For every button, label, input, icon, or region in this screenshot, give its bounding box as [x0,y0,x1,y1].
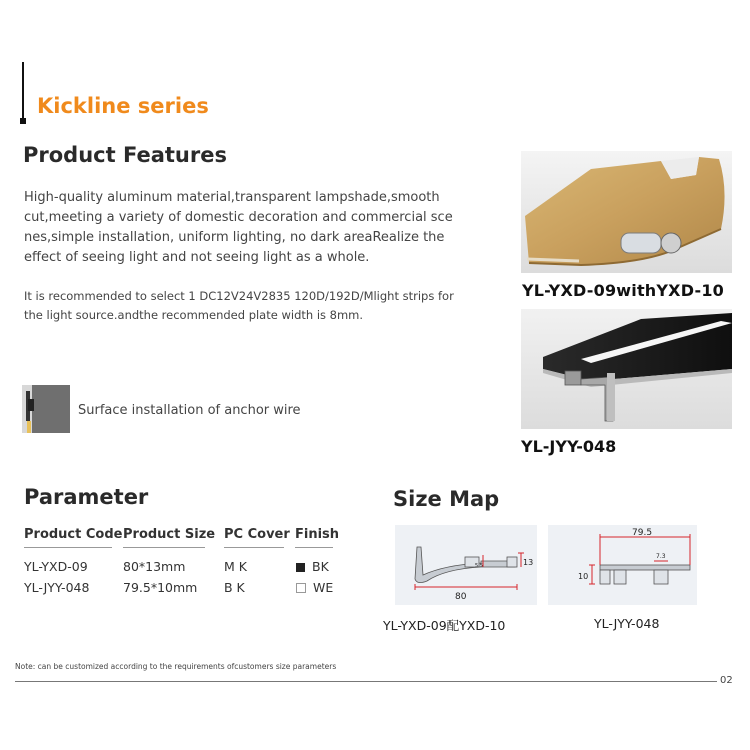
features-description: High-quality aluminum material,transparent lampshade,smooth cut,meeting a variety of domestic decoration and commercial sce nes,simple installation, uniform lighting, no dark areaRealize the effect of seeing light and not seeing light as a whole. [24,190,453,265]
series-title: Kickline series [37,94,209,118]
finish-swatch-white [296,583,306,593]
installation-icon [22,385,70,433]
header-underline [123,547,205,548]
product-image-jyy-048 [521,309,732,429]
header-product-size: Product Size [123,527,216,542]
features-heading: Product Features [23,143,227,167]
row-pc-cover: M K [224,559,247,574]
header-product-code: Product Code [24,527,123,542]
header-accent-bar [22,62,24,124]
dim-height-label: 13 [523,558,534,567]
footer-divider [15,681,717,682]
page-number: 02 [720,675,733,686]
size-diagram-caption-1: YL-YXD-09配YXD-10 [383,618,506,633]
row-finish [296,559,329,574]
footer-note: Note: can be customized according to the requirements ofcustomers size parameters [15,662,337,671]
installation-label: Surface installation of anchor wire [78,403,301,418]
header-underline [224,547,284,548]
header-accent-bar-foot [20,118,26,124]
dim-inner-label: 5.5 [475,563,483,569]
row-product-code: YL-YXD-09 [24,559,88,574]
header-finish: Finish [295,527,340,542]
size-diagram-yxd-09 [395,525,537,605]
parameter-heading: Parameter [24,485,149,509]
dim-inner-label: 7.3 [656,553,666,560]
product-image-yxd-09 [521,151,732,273]
row-finish [296,580,333,595]
dim-width-label: 79.5 [632,528,653,538]
row-product-size: 80*13mm [123,559,186,574]
row-product-size: 79.5*10mm [123,580,198,595]
finish-swatch-black [296,563,305,572]
finish-label: BK [312,559,329,574]
header-pc-cover: PC Cover [224,527,290,542]
dim-height-label: 10 [578,572,589,581]
finish-label: WE [313,580,334,595]
size-map-heading: Size Map [393,487,500,511]
dim-width-label: 80 [455,592,467,602]
size-diagram-caption-2: YL-JYY-048 [594,616,660,631]
product-caption-1: YL-YXD-09withYXD-10 [522,281,724,300]
size-diagram-jyy-048 [548,525,697,605]
header-underline [295,547,333,548]
row-pc-cover: B K [224,580,245,595]
header-underline [24,547,112,548]
row-product-code: YL-JYY-048 [24,580,90,595]
product-caption-2: YL-JYY-048 [521,437,617,456]
features-recommendation: It is recommended to select 1 DC12V24V2835 120D/192D/Mlight strips for the light source.andthe recommended plate width is 8mm. [24,289,454,322]
